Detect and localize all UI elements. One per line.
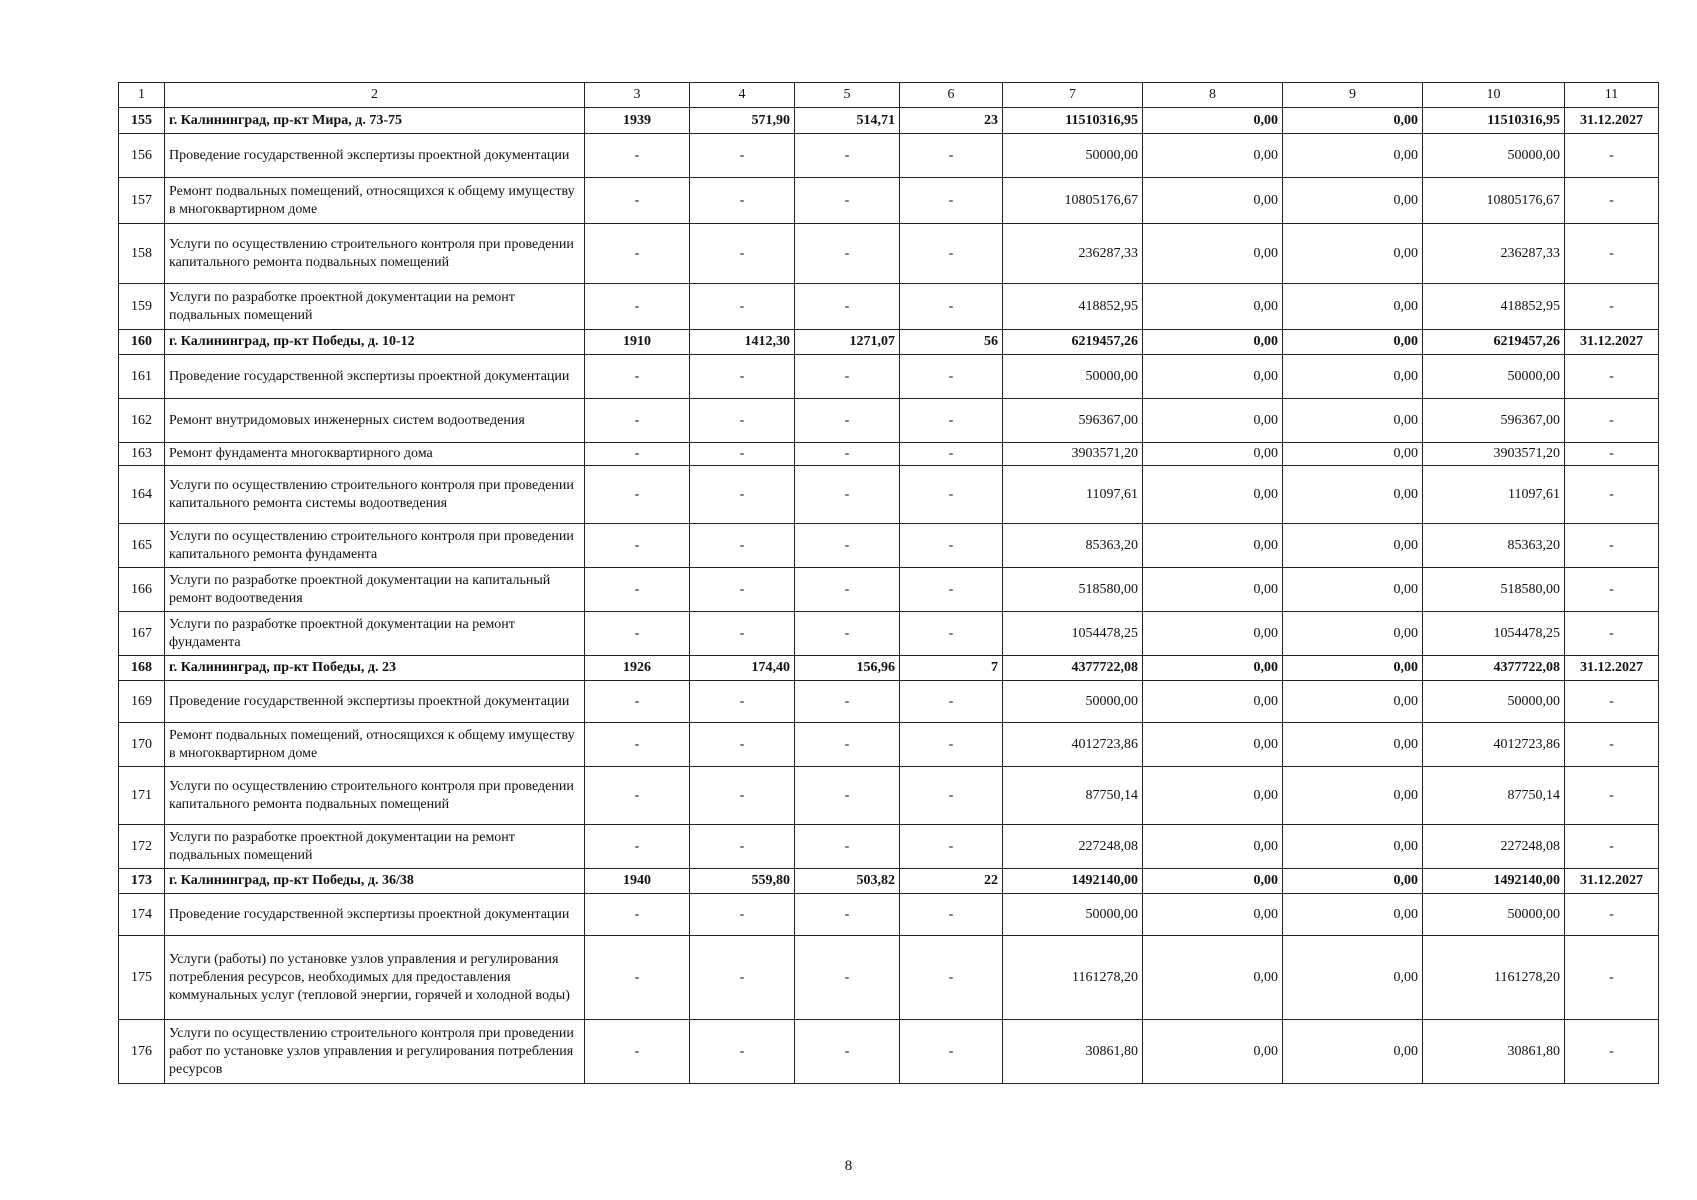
cell-col-7: 50000,00 [1003, 134, 1143, 178]
cell-col-6: - [900, 466, 1003, 524]
cell-col-5: - [795, 178, 900, 224]
cell-col-8: 0,00 [1143, 284, 1283, 330]
cell-col-8: 0,00 [1143, 178, 1283, 224]
work-item-row [119, 825, 1659, 869]
cell-col-3: 1939 [585, 108, 690, 134]
cell-col-5: 1271,07 [795, 330, 900, 355]
cell-col-8: 0,00 [1143, 224, 1283, 284]
cell-col-8: 0,00 [1143, 723, 1283, 767]
cell-col-1: 166 [119, 568, 165, 612]
cell-col-1: 164 [119, 466, 165, 524]
cell-col-1: 176 [119, 1020, 165, 1084]
cell-col-7: 3903571,20 [1003, 443, 1143, 466]
cell-col-5: 503,82 [795, 869, 900, 894]
cell-col-1: 155 [119, 108, 165, 134]
cell-col-3: - [585, 612, 690, 656]
cell-col-11: - [1565, 825, 1659, 869]
cell-col-2: Проведение государственной экспертизы проектной документации [165, 681, 585, 723]
cell-col-10: 596367,00 [1423, 399, 1565, 443]
cell-col-5: - [795, 936, 900, 1020]
cell-col-3: - [585, 284, 690, 330]
cell-col-2: г. Калининград, пр-кт Победы, д. 36/38 [165, 869, 585, 894]
cell-col-3: - [585, 894, 690, 936]
cell-col-2: г. Калининград, пр-кт Победы, д. 23 [165, 656, 585, 681]
cell-col-4: - [690, 612, 795, 656]
cell-col-7: 30861,80 [1003, 1020, 1143, 1084]
cell-col-4: 174,40 [690, 656, 795, 681]
work-item-row [119, 355, 1659, 399]
cell-col-9: 0,00 [1283, 355, 1423, 399]
cell-col-4: - [690, 134, 795, 178]
cell-col-8: 0,00 [1143, 1020, 1283, 1084]
cell-col-2: Услуги по осуществлению строительного контроля при проведении работ по установке узлов управления и регулирования потребления ресурсов [165, 1020, 585, 1084]
cell-col-6: - [900, 568, 1003, 612]
cell-col-3: 1910 [585, 330, 690, 355]
work-item-row [119, 178, 1659, 224]
cell-col-4: - [690, 681, 795, 723]
cell-col-2: Ремонт фундамента многоквартирного дома [165, 443, 585, 466]
cell-col-7: 11510316,95 [1003, 108, 1143, 134]
cell-col-10: 6219457,26 [1423, 330, 1565, 355]
cell-col-11: - [1565, 355, 1659, 399]
cell-col-6: - [900, 723, 1003, 767]
work-item-row [119, 681, 1659, 723]
work-item-row [119, 723, 1659, 767]
cell-col-4: - [690, 1020, 795, 1084]
cell-col-8: 0,00 [1143, 330, 1283, 355]
cell-col-10: 1054478,25 [1423, 612, 1565, 656]
cell-col-3: - [585, 443, 690, 466]
cell-col-5: - [795, 443, 900, 466]
header-cell: 11 [1565, 83, 1659, 108]
cell-col-7: 85363,20 [1003, 524, 1143, 568]
cell-col-4: - [690, 825, 795, 869]
cell-col-4: - [690, 723, 795, 767]
cell-col-3: - [585, 134, 690, 178]
header-cell: 3 [585, 83, 690, 108]
header-cell: 8 [1143, 83, 1283, 108]
cell-col-3: - [585, 178, 690, 224]
cell-col-7: 6219457,26 [1003, 330, 1143, 355]
cell-col-3: - [585, 681, 690, 723]
cell-col-2: Услуги по осуществлению строительного контроля при проведении капитального ремонта подвальных помещений [165, 767, 585, 825]
cell-col-5: - [795, 284, 900, 330]
cell-col-3: - [585, 568, 690, 612]
cell-col-6: - [900, 224, 1003, 284]
cell-col-8: 0,00 [1143, 656, 1283, 681]
cell-col-10: 87750,14 [1423, 767, 1565, 825]
cell-col-2: Проведение государственной экспертизы проектной документации [165, 134, 585, 178]
cell-col-6: - [900, 443, 1003, 466]
cell-col-1: 169 [119, 681, 165, 723]
cell-col-1: 157 [119, 178, 165, 224]
cell-col-6: - [900, 524, 1003, 568]
cell-col-8: 0,00 [1143, 612, 1283, 656]
cell-col-7: 87750,14 [1003, 767, 1143, 825]
cell-col-11: 31.12.2027 [1565, 656, 1659, 681]
cell-col-5: - [795, 612, 900, 656]
cell-col-8: 0,00 [1143, 825, 1283, 869]
cell-col-1: 161 [119, 355, 165, 399]
cell-col-6: - [900, 399, 1003, 443]
cell-col-10: 418852,95 [1423, 284, 1565, 330]
work-item-row [119, 568, 1659, 612]
cell-col-4: 559,80 [690, 869, 795, 894]
cell-col-8: 0,00 [1143, 681, 1283, 723]
cell-col-11: - [1565, 568, 1659, 612]
cell-col-6: - [900, 825, 1003, 869]
cell-col-11: - [1565, 894, 1659, 936]
work-item-row [119, 466, 1659, 524]
work-item-row [119, 443, 1659, 466]
cell-col-9: 0,00 [1283, 1020, 1423, 1084]
cell-col-3: - [585, 723, 690, 767]
header-cell: 2 [165, 83, 585, 108]
cell-col-9: 0,00 [1283, 108, 1423, 134]
cell-col-5: - [795, 723, 900, 767]
column-number-header-row [119, 83, 1659, 108]
cell-col-4: - [690, 936, 795, 1020]
cell-col-4: 571,90 [690, 108, 795, 134]
cell-col-10: 1492140,00 [1423, 869, 1565, 894]
header-cell: 6 [900, 83, 1003, 108]
cell-col-5: - [795, 568, 900, 612]
cell-col-11: - [1565, 524, 1659, 568]
cell-col-3: - [585, 399, 690, 443]
cell-col-10: 4012723,86 [1423, 723, 1565, 767]
cell-col-7: 227248,08 [1003, 825, 1143, 869]
cell-col-4: - [690, 524, 795, 568]
cell-col-4: - [690, 224, 795, 284]
cell-col-5: - [795, 767, 900, 825]
cell-col-8: 0,00 [1143, 894, 1283, 936]
cell-col-5: 156,96 [795, 656, 900, 681]
cell-col-7: 518580,00 [1003, 568, 1143, 612]
cell-col-11: - [1565, 723, 1659, 767]
cell-col-3: - [585, 224, 690, 284]
cell-col-10: 227248,08 [1423, 825, 1565, 869]
cell-col-6: - [900, 178, 1003, 224]
cell-col-5: - [795, 466, 900, 524]
cell-col-10: 11097,61 [1423, 466, 1565, 524]
cell-col-10: 30861,80 [1423, 1020, 1565, 1084]
cell-col-7: 1054478,25 [1003, 612, 1143, 656]
cell-col-7: 10805176,67 [1003, 178, 1143, 224]
cell-col-8: 0,00 [1143, 466, 1283, 524]
cell-col-11: - [1565, 399, 1659, 443]
cell-col-9: 0,00 [1283, 723, 1423, 767]
cell-col-7: 11097,61 [1003, 466, 1143, 524]
cell-col-6: 22 [900, 869, 1003, 894]
work-item-row [119, 524, 1659, 568]
cell-col-4: - [690, 568, 795, 612]
address-row [119, 656, 1659, 681]
cell-col-8: 0,00 [1143, 936, 1283, 1020]
cell-col-6: - [900, 767, 1003, 825]
cell-col-9: 0,00 [1283, 284, 1423, 330]
page-number: 8 [844, 1158, 853, 1174]
cell-col-9: 0,00 [1283, 224, 1423, 284]
cell-col-2: Услуги по разработке проектной документации на ремонт фундамента [165, 612, 585, 656]
work-item-row [119, 224, 1659, 284]
cell-col-5: - [795, 1020, 900, 1084]
cell-col-7: 1161278,20 [1003, 936, 1143, 1020]
cell-col-5: - [795, 134, 900, 178]
cell-col-8: 0,00 [1143, 524, 1283, 568]
cell-col-1: 172 [119, 825, 165, 869]
cell-col-5: - [795, 399, 900, 443]
cell-col-5: 514,71 [795, 108, 900, 134]
cell-col-9: 0,00 [1283, 681, 1423, 723]
cell-col-10: 50000,00 [1423, 355, 1565, 399]
cell-col-9: 0,00 [1283, 767, 1423, 825]
cell-col-6: - [900, 936, 1003, 1020]
cell-col-8: 0,00 [1143, 108, 1283, 134]
cell-col-3: - [585, 466, 690, 524]
cell-col-1: 168 [119, 656, 165, 681]
cell-col-6: 7 [900, 656, 1003, 681]
address-row [119, 330, 1659, 355]
cell-col-11: - [1565, 178, 1659, 224]
header-cell: 10 [1423, 83, 1565, 108]
cell-col-10: 1161278,20 [1423, 936, 1565, 1020]
cell-col-2: Проведение государственной экспертизы проектной документации [165, 355, 585, 399]
cell-col-3: - [585, 355, 690, 399]
header-cell: 9 [1283, 83, 1423, 108]
cell-col-2: Услуги по осуществлению строительного контроля при проведении капитального ремонта системы водоотведения [165, 466, 585, 524]
cell-col-6: - [900, 284, 1003, 330]
cell-col-7: 236287,33 [1003, 224, 1143, 284]
cell-col-9: 0,00 [1283, 399, 1423, 443]
cell-col-1: 173 [119, 869, 165, 894]
cell-col-9: 0,00 [1283, 894, 1423, 936]
cell-col-9: 0,00 [1283, 466, 1423, 524]
cell-col-8: 0,00 [1143, 568, 1283, 612]
cell-col-8: 0,00 [1143, 399, 1283, 443]
header-cell: 7 [1003, 83, 1143, 108]
cell-col-7: 50000,00 [1003, 355, 1143, 399]
cell-col-6: - [900, 612, 1003, 656]
cell-col-1: 174 [119, 894, 165, 936]
cell-col-11: 31.12.2027 [1565, 108, 1659, 134]
cell-col-4: - [690, 284, 795, 330]
address-row [119, 108, 1659, 134]
cell-col-7: 4012723,86 [1003, 723, 1143, 767]
cell-col-1: 171 [119, 767, 165, 825]
cell-col-7: 418852,95 [1003, 284, 1143, 330]
cell-col-3: - [585, 524, 690, 568]
header-cell: 4 [690, 83, 795, 108]
cell-col-2: Услуги по разработке проектной документации на ремонт подвальных помещений [165, 284, 585, 330]
cell-col-11: - [1565, 612, 1659, 656]
cell-col-6: - [900, 681, 1003, 723]
cell-col-1: 167 [119, 612, 165, 656]
address-row [119, 869, 1659, 894]
work-item-row [119, 134, 1659, 178]
cell-col-5: - [795, 224, 900, 284]
cell-col-9: 0,00 [1283, 178, 1423, 224]
cell-col-11: 31.12.2027 [1565, 869, 1659, 894]
cell-col-1: 165 [119, 524, 165, 568]
cell-col-7: 596367,00 [1003, 399, 1143, 443]
cell-col-1: 160 [119, 330, 165, 355]
cell-col-9: 0,00 [1283, 825, 1423, 869]
cell-col-2: г. Калининград, пр-кт Мира, д. 73-75 [165, 108, 585, 134]
cell-col-4: 1412,30 [690, 330, 795, 355]
cell-col-10: 50000,00 [1423, 134, 1565, 178]
cell-col-10: 11510316,95 [1423, 108, 1565, 134]
cell-col-9: 0,00 [1283, 936, 1423, 1020]
cell-col-10: 50000,00 [1423, 894, 1565, 936]
cell-col-3: - [585, 1020, 690, 1084]
work-plan-table [118, 82, 1659, 1084]
cell-col-3: 1940 [585, 869, 690, 894]
cell-col-10: 10805176,67 [1423, 178, 1565, 224]
work-item-row [119, 767, 1659, 825]
cell-col-2: г. Калининград, пр-кт Победы, д. 10-12 [165, 330, 585, 355]
cell-col-9: 0,00 [1283, 134, 1423, 178]
cell-col-4: - [690, 178, 795, 224]
cell-col-1: 158 [119, 224, 165, 284]
cell-col-11: - [1565, 767, 1659, 825]
cell-col-8: 0,00 [1143, 443, 1283, 466]
cell-col-3: - [585, 936, 690, 1020]
cell-col-2: Услуги по осуществлению строительного контроля при проведении капитального ремонта фундамента [165, 524, 585, 568]
cell-col-6: 23 [900, 108, 1003, 134]
cell-col-10: 236287,33 [1423, 224, 1565, 284]
cell-col-4: - [690, 894, 795, 936]
cell-col-8: 0,00 [1143, 355, 1283, 399]
cell-col-10: 85363,20 [1423, 524, 1565, 568]
cell-col-10: 50000,00 [1423, 681, 1565, 723]
cell-col-6: - [900, 1020, 1003, 1084]
cell-col-2: Услуги по разработке проектной документации на ремонт подвальных помещений [165, 825, 585, 869]
cell-col-5: - [795, 681, 900, 723]
cell-col-4: - [690, 443, 795, 466]
cell-col-1: 163 [119, 443, 165, 466]
cell-col-1: 159 [119, 284, 165, 330]
cell-col-11: - [1565, 466, 1659, 524]
cell-col-7: 1492140,00 [1003, 869, 1143, 894]
cell-col-11: - [1565, 1020, 1659, 1084]
cell-col-10: 518580,00 [1423, 568, 1565, 612]
cell-col-5: - [795, 524, 900, 568]
work-item-row [119, 1020, 1659, 1084]
cell-col-2: Проведение государственной экспертизы проектной документации [165, 894, 585, 936]
cell-col-7: 4377722,08 [1003, 656, 1143, 681]
cell-col-4: - [690, 355, 795, 399]
cell-col-6: - [900, 894, 1003, 936]
header-cell: 5 [795, 83, 900, 108]
cell-col-8: 0,00 [1143, 869, 1283, 894]
cell-col-2: Ремонт внутридомовых инженерных систем водоотведения [165, 399, 585, 443]
work-item-row [119, 399, 1659, 443]
cell-col-1: 162 [119, 399, 165, 443]
cell-col-5: - [795, 355, 900, 399]
cell-col-4: - [690, 399, 795, 443]
cell-col-3: - [585, 825, 690, 869]
cell-col-7: 50000,00 [1003, 681, 1143, 723]
work-item-row [119, 936, 1659, 1020]
header-cell: 1 [119, 83, 165, 108]
cell-col-11: - [1565, 284, 1659, 330]
cell-col-9: 0,00 [1283, 869, 1423, 894]
cell-col-6: 56 [900, 330, 1003, 355]
cell-col-7: 50000,00 [1003, 894, 1143, 936]
cell-col-4: - [690, 767, 795, 825]
cell-col-2: Услуги (работы) по установке узлов управления и регулирования потребления ресурсов, необходимых для предоставления коммунальных услуг (тепловой энергии, горячей и холодной воды) [165, 936, 585, 1020]
cell-col-9: 0,00 [1283, 568, 1423, 612]
cell-col-9: 0,00 [1283, 524, 1423, 568]
cell-col-11: - [1565, 134, 1659, 178]
work-item-row [119, 894, 1659, 936]
work-item-row [119, 612, 1659, 656]
cell-col-2: Услуги по осуществлению строительного контроля при проведении капитального ремонта подвальных помещений [165, 224, 585, 284]
cell-col-11: - [1565, 443, 1659, 466]
cell-col-3: 1926 [585, 656, 690, 681]
cell-col-11: - [1565, 224, 1659, 284]
cell-col-3: - [585, 767, 690, 825]
cell-col-11: - [1565, 681, 1659, 723]
cell-col-1: 156 [119, 134, 165, 178]
cell-col-9: 0,00 [1283, 612, 1423, 656]
work-item-row [119, 284, 1659, 330]
cell-col-2: Услуги по разработке проектной документации на капитальный ремонт водоотведения [165, 568, 585, 612]
cell-col-6: - [900, 134, 1003, 178]
cell-col-11: 31.12.2027 [1565, 330, 1659, 355]
cell-col-10: 3903571,20 [1423, 443, 1565, 466]
cell-col-1: 175 [119, 936, 165, 1020]
cell-col-6: - [900, 355, 1003, 399]
cell-col-5: - [795, 825, 900, 869]
cell-col-5: - [795, 894, 900, 936]
cell-col-9: 0,00 [1283, 656, 1423, 681]
cell-col-8: 0,00 [1143, 134, 1283, 178]
cell-col-10: 4377722,08 [1423, 656, 1565, 681]
cell-col-2: Ремонт подвальных помещений, относящихся к общему имуществу в многоквартирном доме [165, 178, 585, 224]
cell-col-2: Ремонт подвальных помещений, относящихся к общему имуществу в многоквартирном доме [165, 723, 585, 767]
cell-col-8: 0,00 [1143, 767, 1283, 825]
cell-col-11: - [1565, 936, 1659, 1020]
cell-col-1: 170 [119, 723, 165, 767]
cell-col-9: 0,00 [1283, 330, 1423, 355]
cell-col-9: 0,00 [1283, 443, 1423, 466]
cell-col-4: - [690, 466, 795, 524]
